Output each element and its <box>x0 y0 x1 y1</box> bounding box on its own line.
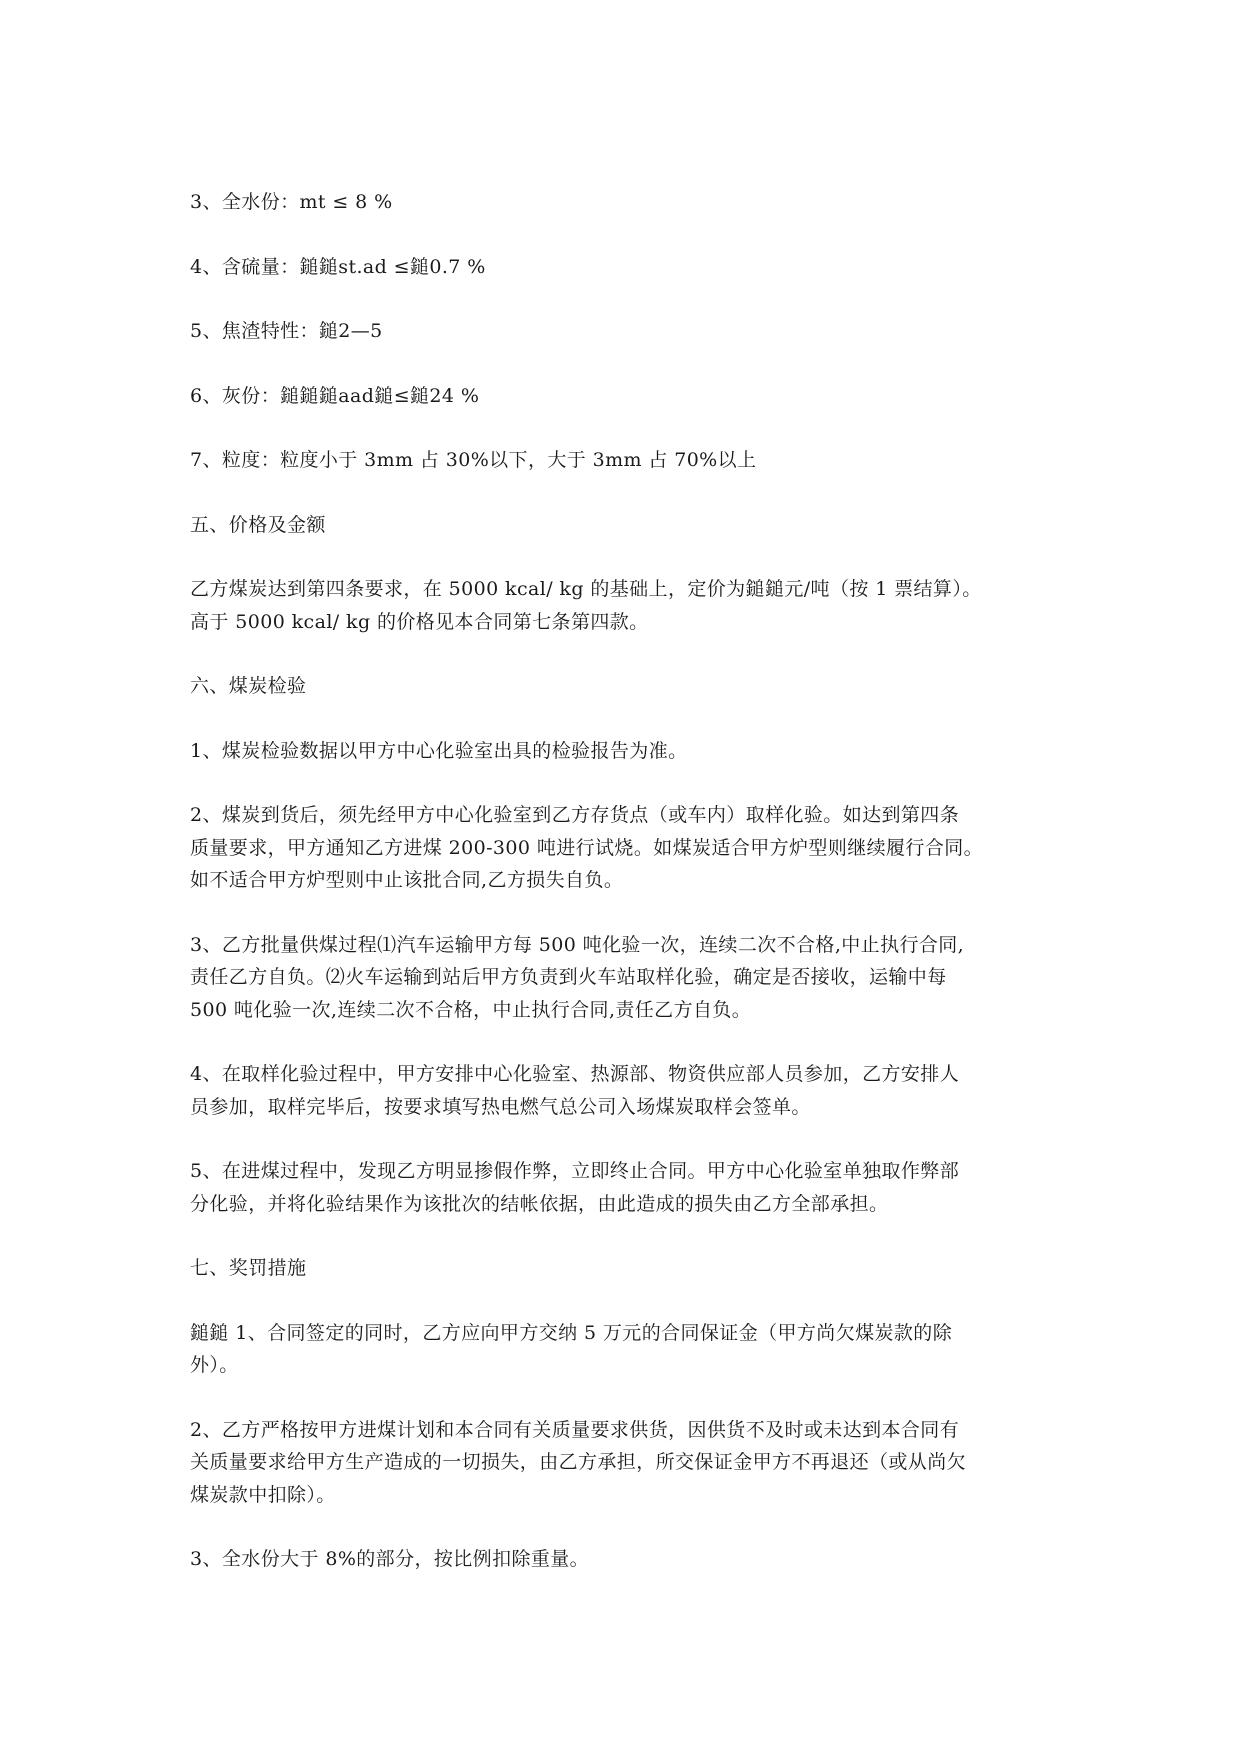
text-line: 员参加，取样完毕后，按要求填写热电燃气总公司入场煤炭取样会签单。 <box>190 1095 811 1118</box>
clause-item <box>190 380 1070 413</box>
text-line: 五、价格及金额 <box>190 513 326 536</box>
section-heading <box>190 509 1070 542</box>
text-line: 2、煤炭到货后，须先经甲方中心化验室到乙方存货点（或车内）取样化验。如达到第四条 <box>190 804 960 826</box>
clause-item <box>190 929 1070 1027</box>
body-paragraph <box>190 573 1070 638</box>
clause-item <box>190 735 1070 768</box>
text-line: 3、乙方批量供煤过程⑴汽车运输甲方每 500 吨化验一次，连续二次不合格,中止执行合同, <box>190 933 965 956</box>
text-line: 煤炭款中扣除）。 <box>190 1483 336 1506</box>
text-line: 7、粒度：粒度小于 3mm 占 30%以下，大于 3mm 占 70%以上 <box>190 449 757 471</box>
text-line: 分化验，并将化验结果作为该批次的结帐依据，由此造成的损失由乙方全部承担。 <box>190 1192 889 1215</box>
text-line: 5、焦渣特性：鎚2—5 <box>190 320 383 342</box>
text-line: 乙方煤炭达到第四条要求，在 5000 kcal/ kg 的基础上，定价为鎚鎚元/吨（按 1 票结算）。 <box>190 578 982 600</box>
text-line: 4、在取样化验过程中，甲方安排中心化验室、热源部、物资供应部人员参加，乙方安排人 <box>190 1063 960 1085</box>
text-line: 关质量要求给甲方生产造成的一切损失，由乙方承担，所交保证金甲方不再退还（或从尚欠 <box>190 1451 967 1473</box>
text-line: 六、煤炭检验 <box>190 675 307 697</box>
text-line: 如不适合甲方炉型则中止该批合同,乙方损失自负。 <box>190 869 624 891</box>
text-line: 七、奖罚措施 <box>190 1257 307 1279</box>
text-line: 高于 5000 kcal/ kg 的价格见本合同第七条第四款。 <box>190 610 649 633</box>
clause-item <box>190 186 1070 219</box>
text-line: 5、在进煤过程中，发现乙方明显掺假作弊，立即终止合同。甲方中心化验室单独取作弊部 <box>190 1160 960 1182</box>
text-line: 质量要求，甲方通知乙方进煤 200-300 吨进行试烧。如煤炭适合甲方炉型则继续履行合同。 <box>190 836 984 859</box>
clause-item <box>190 444 1070 477</box>
clause-item <box>190 251 1070 284</box>
clause-item <box>190 1317 1070 1382</box>
text-line: 4、含硫量：鎚鎚st.ad ≤鎚0.7 % <box>190 255 486 278</box>
text-line: 500 吨化验一次,连续二次不合格，中止执行合同,责任乙方自负。 <box>190 998 752 1021</box>
section-heading <box>190 670 1070 703</box>
text-line: 3、全水份大于 8%的部分，按比例扣除重量。 <box>190 1548 590 1570</box>
text-line: 责任乙方自负。⑵火车运输到站后甲方负责到火车站取样化验，确定是否接收，运输中每 <box>190 966 947 988</box>
clause-item <box>190 315 1070 348</box>
text-line: 3、全水份：mt ≤ 8 % <box>190 191 393 213</box>
clause-item <box>190 1155 1070 1220</box>
clause-item <box>190 799 1070 897</box>
clause-item <box>190 1058 1070 1123</box>
text-line: 1、煤炭检验数据以甲方中心化验室出具的检验报告为准。 <box>190 739 688 762</box>
text-line: 6、灰份：鎚鎚鎚aad鎚≤鎚24 % <box>190 384 480 407</box>
text-line: 外）。 <box>190 1354 239 1376</box>
section-heading <box>190 1252 1070 1285</box>
text-line: 鎚鎚 1、合同签定的同时，乙方应向甲方交纳 5 万元的合同保证金（甲方尚欠煤炭款的除 <box>190 1321 953 1344</box>
document-body <box>190 186 1070 1608</box>
text-line: 2、乙方严格按甲方进煤计划和本合同有关质量要求供货，因供货不及时或未达到本合同有 <box>190 1418 960 1441</box>
clause-item <box>190 1543 1070 1576</box>
clause-item <box>190 1414 1070 1512</box>
